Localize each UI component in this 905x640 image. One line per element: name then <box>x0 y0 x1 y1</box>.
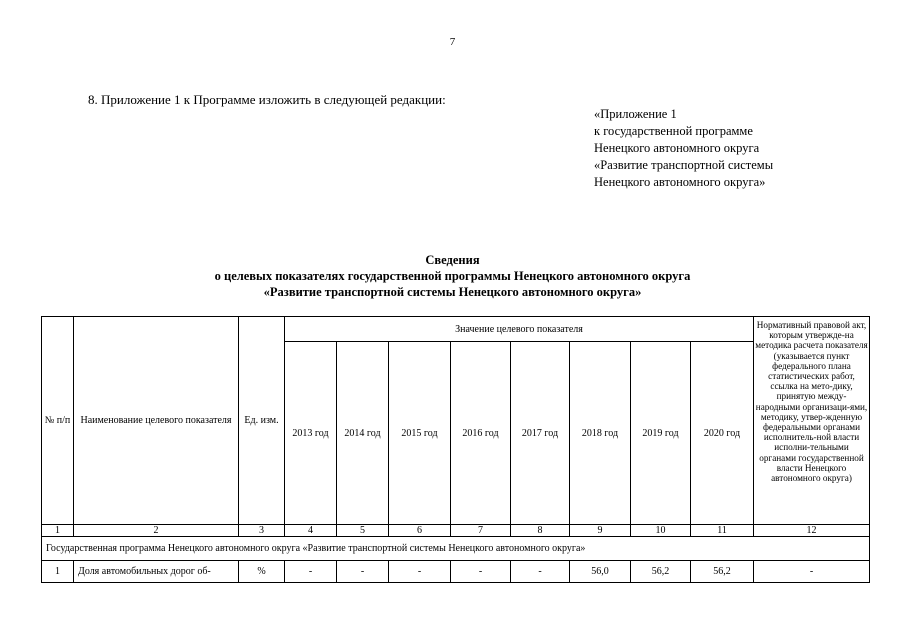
column-numbers-row <box>42 525 870 537</box>
header-unit: Ед. изм. <box>239 317 285 525</box>
appendix-reference <box>594 106 773 191</box>
appendix-line: к государственной программе <box>594 124 753 138</box>
column-number: 12 <box>754 525 870 537</box>
heading-subtitle: о целевых показателях государственной программы Ненецкого автономного округа <box>214 269 691 283</box>
row-unit: % <box>239 561 285 583</box>
table-header-row <box>42 317 870 342</box>
row-legal-act: - <box>754 561 870 583</box>
column-number: 4 <box>285 525 337 537</box>
program-title: Государственная программа Ненецкого автономного округа «Развитие транспортной системы Ненецкого автономного округа» <box>42 537 870 561</box>
table-row <box>42 561 870 583</box>
column-number: 8 <box>511 525 570 537</box>
row-value: 56,2 <box>691 561 754 583</box>
header-year: 2019 год <box>631 342 691 525</box>
header-value-group: Значение целевого показателя <box>285 317 754 342</box>
row-value: - <box>337 561 389 583</box>
indicators-table <box>41 316 870 583</box>
program-row <box>42 537 870 561</box>
header-year: 2020 год <box>691 342 754 525</box>
header-indicator-name: Наименование целевого показателя <box>74 317 239 525</box>
appendix-line: «Приложение 1 <box>594 107 677 121</box>
header-year: 2017 год <box>511 342 570 525</box>
page-number: 7 <box>449 36 456 48</box>
row-number: 1 <box>42 561 74 583</box>
column-number: 9 <box>570 525 631 537</box>
heading-title: Сведения <box>425 253 480 267</box>
row-value: - <box>451 561 511 583</box>
column-number: 10 <box>631 525 691 537</box>
row-value: 56,0 <box>570 561 631 583</box>
header-number: № п/п <box>42 317 74 525</box>
document-heading <box>0 252 905 300</box>
appendix-line: Ненецкого автономного округа» <box>594 175 766 189</box>
column-number: 11 <box>691 525 754 537</box>
header-year: 2018 год <box>570 342 631 525</box>
heading-program-name: «Развитие транспортной системы Ненецкого автономного округа» <box>263 285 642 299</box>
column-number: 7 <box>451 525 511 537</box>
header-year: 2015 год <box>389 342 451 525</box>
column-number: 3 <box>239 525 285 537</box>
row-value: - <box>511 561 570 583</box>
appendix-line: Ненецкого автономного округа <box>594 141 760 155</box>
column-number: 6 <box>389 525 451 537</box>
header-year: 2013 год <box>285 342 337 525</box>
column-number: 5 <box>337 525 389 537</box>
appendix-line: «Развитие транспортной системы <box>594 158 774 172</box>
row-value: - <box>285 561 337 583</box>
column-number: 2 <box>74 525 239 537</box>
header-year: 2016 год <box>451 342 511 525</box>
row-indicator-name: Доля автомобильных дорог об- <box>74 561 239 583</box>
header-year: 2014 год <box>337 342 389 525</box>
row-value: 56,2 <box>631 561 691 583</box>
column-number: 1 <box>42 525 74 537</box>
amendment-item-8: 8. Приложение 1 к Программе изложить в следующей редакции: <box>88 92 446 107</box>
header-legal-act: Нормативный правовой акт, которым утвержде-на методика расчета показателя (указывается пункт федерального плана статистических работ, ссылка на мето-дику, принятую между-народными организаци-ями, методику, утвер-жденную федеральными органами исполнитель-ной власти исполни-тельными органами государственной власти Ненецкого автономного округа) <box>754 317 870 525</box>
row-value: - <box>389 561 451 583</box>
